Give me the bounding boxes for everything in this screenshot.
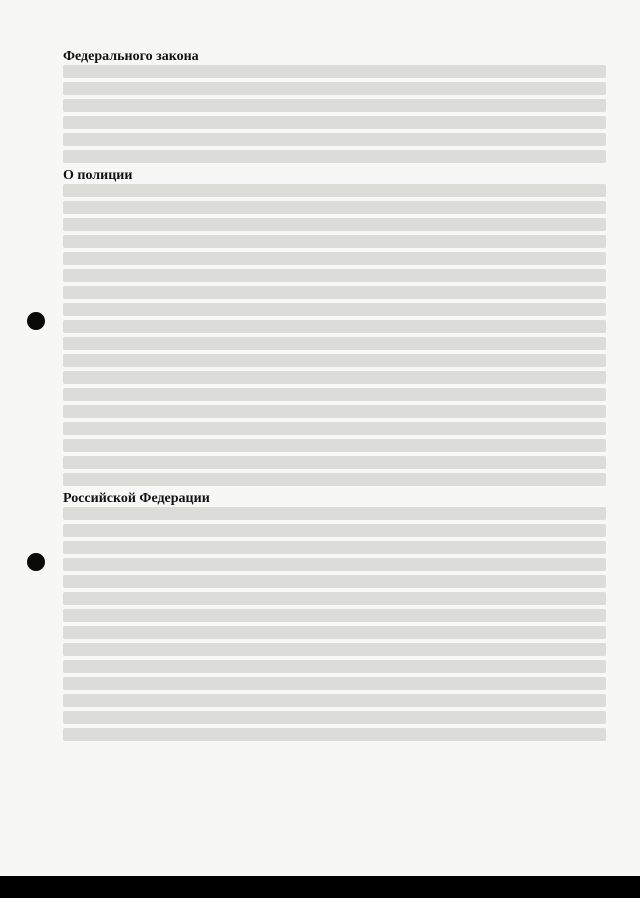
text-line — [63, 626, 606, 639]
text-line — [63, 524, 606, 537]
text-line — [63, 99, 606, 112]
text-line — [63, 643, 606, 656]
text-line — [63, 371, 606, 384]
punch-hole — [27, 312, 45, 330]
text-line — [63, 218, 606, 231]
text-line — [63, 728, 606, 741]
text-line — [63, 473, 606, 486]
scan-edge-bar — [0, 876, 640, 898]
text-line — [63, 82, 606, 95]
fragment-1: Федерального закона — [63, 49, 199, 64]
text-line — [63, 354, 606, 367]
text-line — [63, 507, 606, 520]
text-line — [63, 286, 606, 299]
text-line — [63, 320, 606, 333]
text-line — [63, 711, 606, 724]
text-line — [63, 592, 606, 605]
text-line — [63, 201, 606, 214]
text-line — [63, 150, 606, 163]
fragment-2: О полиции — [63, 168, 133, 183]
text-line — [63, 575, 606, 588]
text-line — [63, 116, 606, 129]
text-line — [63, 388, 606, 401]
text-line — [63, 133, 606, 146]
text-line — [63, 235, 606, 248]
text-line — [63, 337, 606, 350]
text-line — [63, 456, 606, 469]
text-line — [63, 694, 606, 707]
text-line — [63, 439, 606, 452]
text-line — [63, 541, 606, 554]
text-line — [63, 65, 606, 78]
text-line — [63, 677, 606, 690]
text-line — [63, 303, 606, 316]
text-line — [63, 609, 606, 622]
document-text-block — [63, 48, 606, 745]
fragment-3: Российской Федерации — [63, 491, 210, 506]
text-line — [63, 252, 606, 265]
text-line — [63, 269, 606, 282]
punch-hole — [27, 553, 45, 571]
text-line — [63, 558, 606, 571]
text-line — [63, 405, 606, 418]
text-line — [63, 184, 606, 197]
text-line — [63, 422, 606, 435]
text-line — [63, 660, 606, 673]
